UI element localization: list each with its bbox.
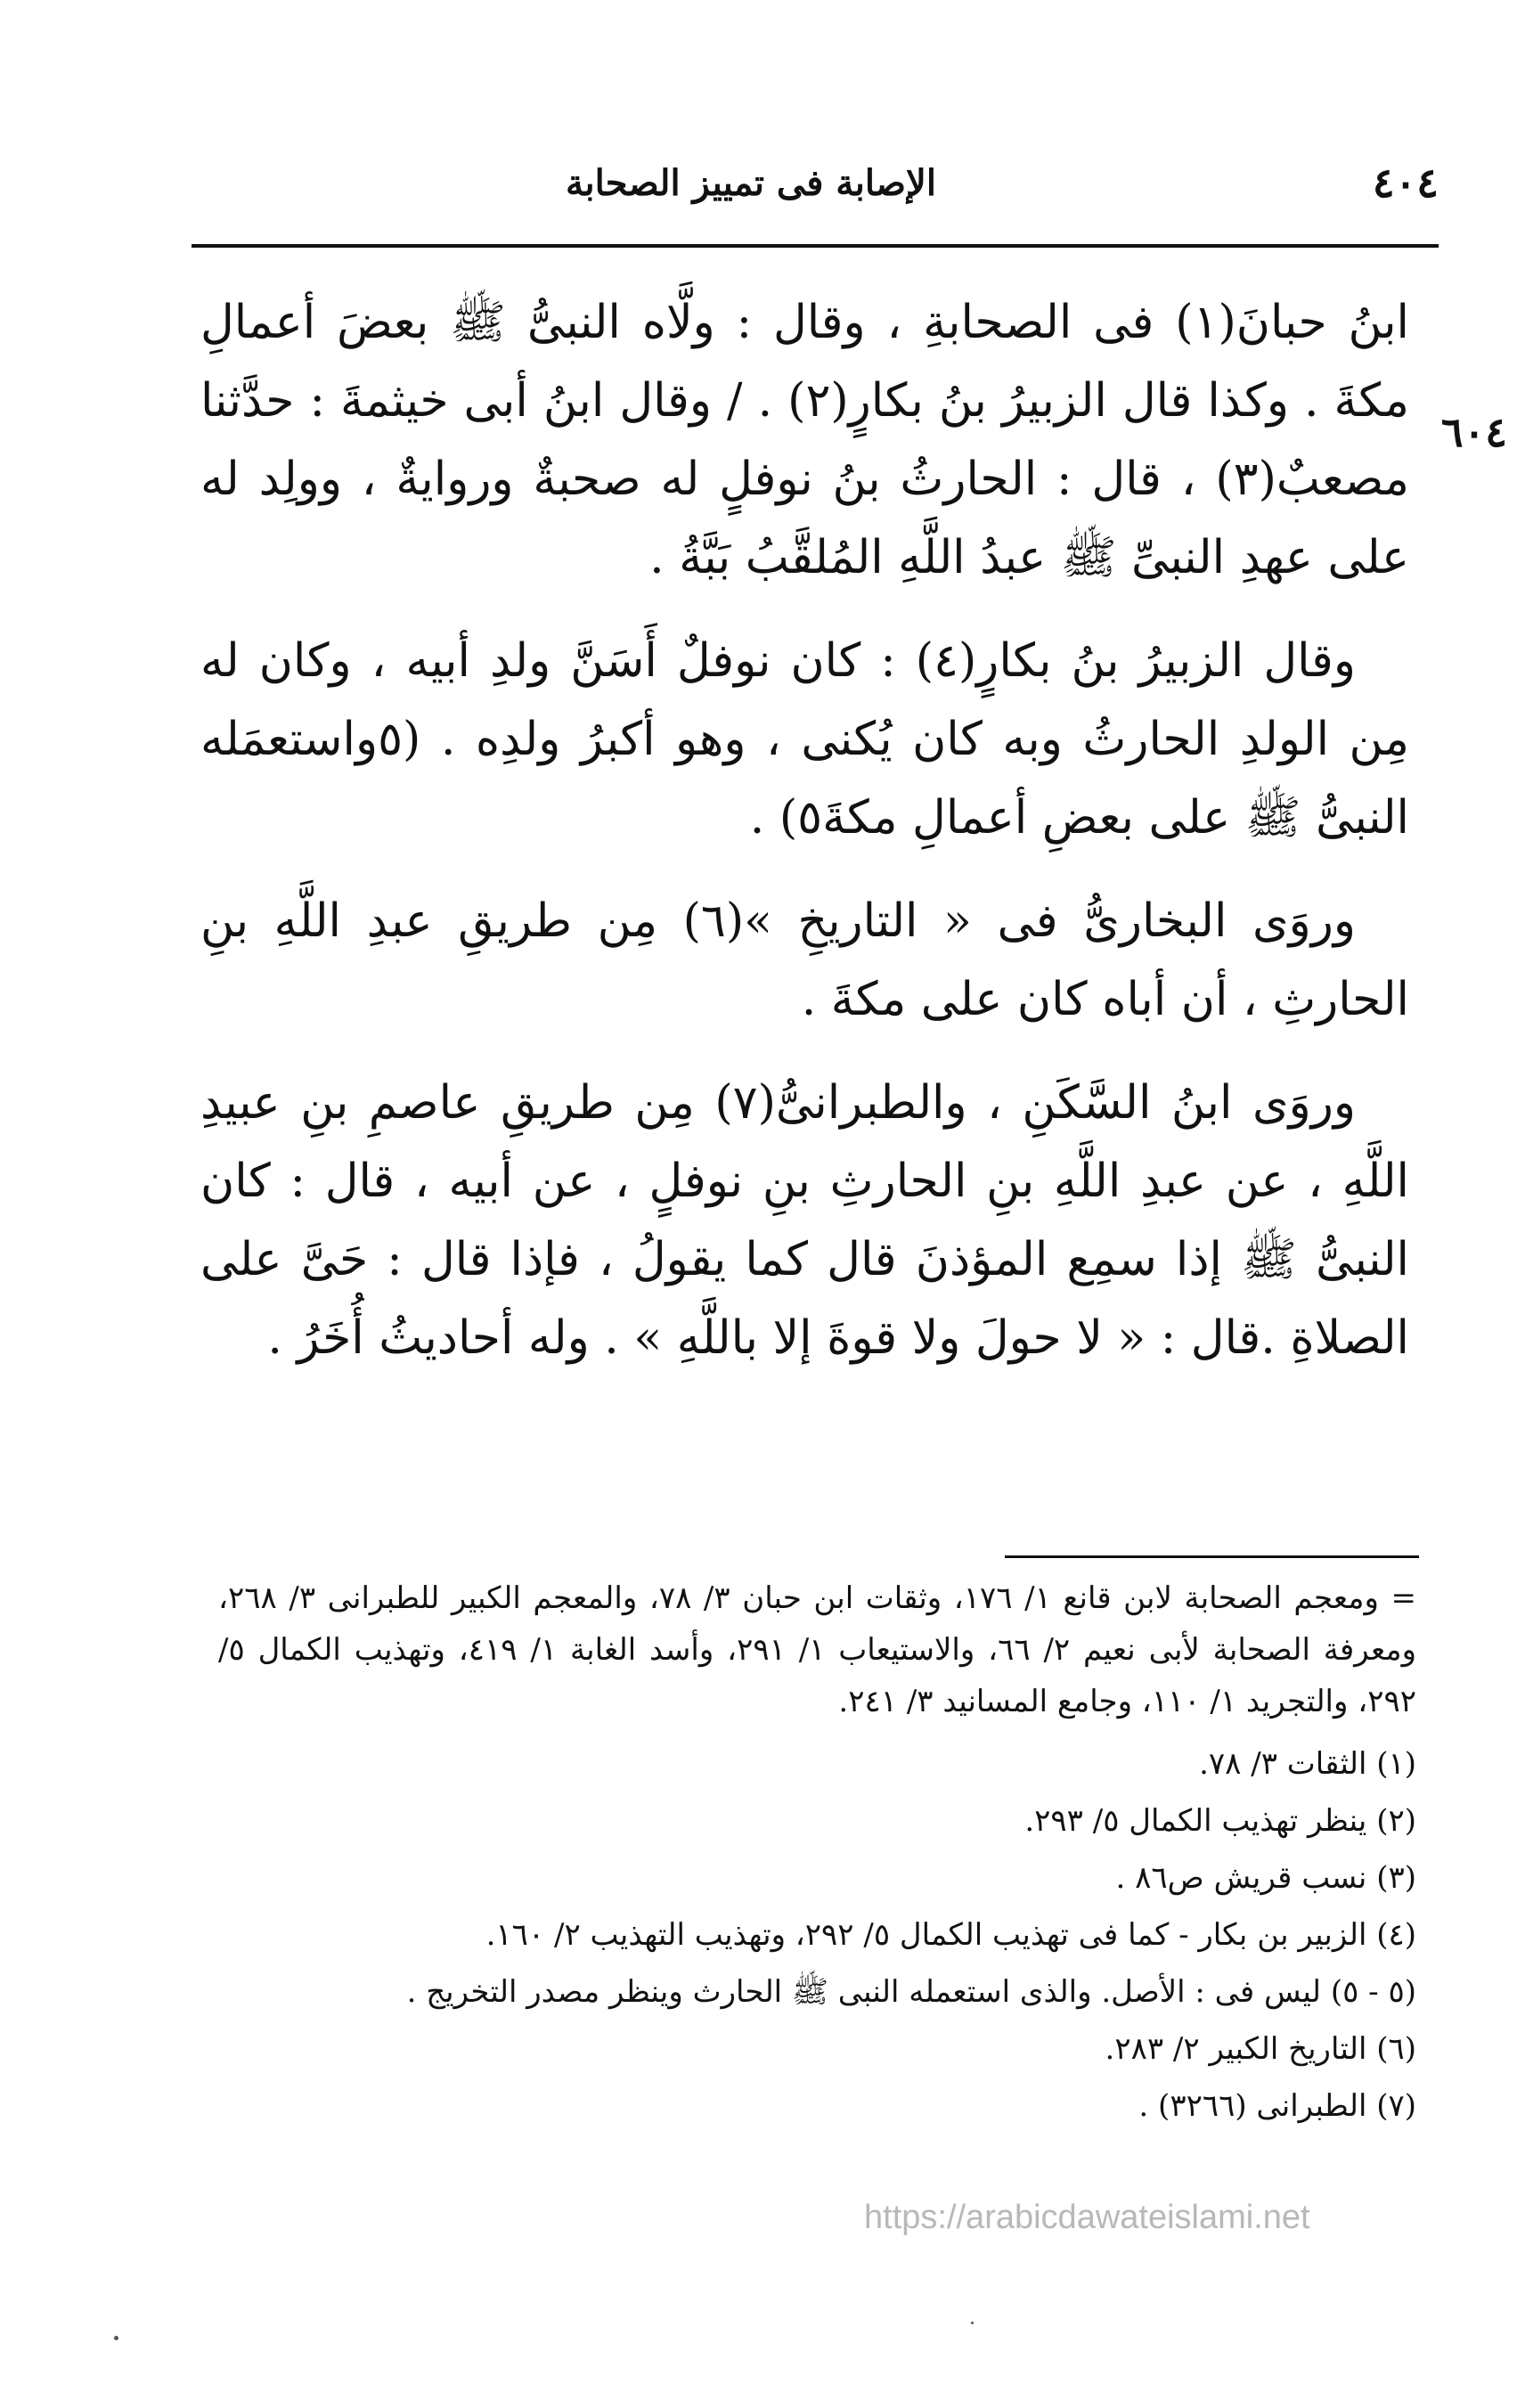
footnote-4: (٤) الزبير بن بكار - كما فى تهذيب الكمال ٥/ ٢٩٢، وتهذيب التهذيب ٢/ ١٦٠. bbox=[485, 1917, 1416, 1953]
footnotes bbox=[218, 1572, 1416, 2137]
page-number: ٤٠٤ bbox=[1372, 159, 1439, 207]
running-header bbox=[192, 159, 1439, 221]
header-rule bbox=[192, 244, 1439, 248]
watermark-url: https://arabicdawateislami.net bbox=[864, 2199, 1310, 2236]
paragraph-2: وقال الزبيرُ بنُ بكارٍ(٤) : كان نوفلٌ أَسَنَّ ولدِ أبيه ، وكان له مِن الولدِ الحارثُ وبه كان يُكنى ، وهو أكبرُ ولدِه . (٥واستعمَله النبىُّ ﷺ على بعضِ أعمالِ مكةَ٥) . bbox=[200, 634, 1409, 845]
footnote-3: (٣) نسب قريش ص٨٦ . bbox=[1115, 1860, 1416, 1896]
footnote-1: (١) الثقات ٣/ ٧٨. bbox=[1199, 1746, 1416, 1782]
main-text bbox=[200, 283, 1409, 1402]
footnote-separator bbox=[1005, 1555, 1419, 1558]
footnote-continuation: = ومعجم الصحابة لابن قانع ١/ ١٧٦، وثقات ابن حبان ٣/ ٧٨، والمعجم الكبير للطبرانى ٣/ ٢٦٨، ومعرفة الصحابة لأبى نعيم ٢/ ٦٦، والاستيعاب ١/ ٢٩١، وأسد الغابة ١/ ٤١٩، وتهذيب الكمال ٥/ ٢٩٢، والتجريد ١/ ١١٠، وجامع المسانيد ٣/ ٢٤١. bbox=[218, 1580, 1417, 1719]
scan-speck bbox=[971, 2322, 974, 2324]
footnote-2: (٢) ينظر تهذيب الكمال ٥/ ٢٩٣. bbox=[1024, 1803, 1416, 1839]
paragraph-1: ابنُ حبانَ(١) فى الصحابةِ ، وقال : ولَّاه النبىُّ ﷺ بعضَ أعمالِ مكةَ . وكذا قال الزبيرُ بنُ بكارٍ(٢) . / وقال ابنُ أبى خيثمةَ : حدَّثنا مصعبٌ(٣) ، قال : الحارثُ بنُ نوفلٍ له صحبةٌ وروايةٌ ، وولِد له على عهدِ النبىِّ ﷺ عبدُ اللَّهِ المُلقَّبُ بَبَّةُ . bbox=[200, 296, 1409, 584]
footnote-5: (٥ - ٥) ليس فى : الأصل. والذى استعمله النبى ﷺ الحارث وينظر مصدر التخريج . bbox=[406, 1974, 1416, 2010]
scan-speck bbox=[114, 2336, 118, 2340]
footnote-7: (٧) الطبرانى (٣٢٦٦) . bbox=[1138, 2088, 1416, 2124]
footnote-6: (٦) التاريخ الكبير ٢/ ٢٨٣. bbox=[1105, 2031, 1416, 2067]
paragraph-3: وروَى البخارىُّ فى « التاريخِ »(٦) مِن طريقِ عبدِ اللَّهِ بنِ الحارثِ ، أن أباه كان على مكةَ . bbox=[200, 894, 1409, 1026]
paragraph-4: وروَى ابنُ السَّكَنِ ، والطبرانىُّ(٧) مِن طريقِ عاصمِ بنِ عبيدِ اللَّهِ ، عن عبدِ اللَّهِ بنِ الحارثِ بنِ نوفلٍ ، عن أبيه ، قال : كان النبىُّ ﷺ إذا سمِع المؤذنَ قال كما يقولُ ، فإذا قال : حَىَّ على الصلاةِ .قال : « لا حولَ ولا قوةَ إلا باللَّهِ » . وله أحاديثُ أُخَرُ . bbox=[200, 1076, 1410, 1365]
margin-page-reference: ٦٠٤ bbox=[1440, 408, 1507, 456]
book-title: الإصابة فى تمييز الصحابة bbox=[566, 162, 936, 204]
